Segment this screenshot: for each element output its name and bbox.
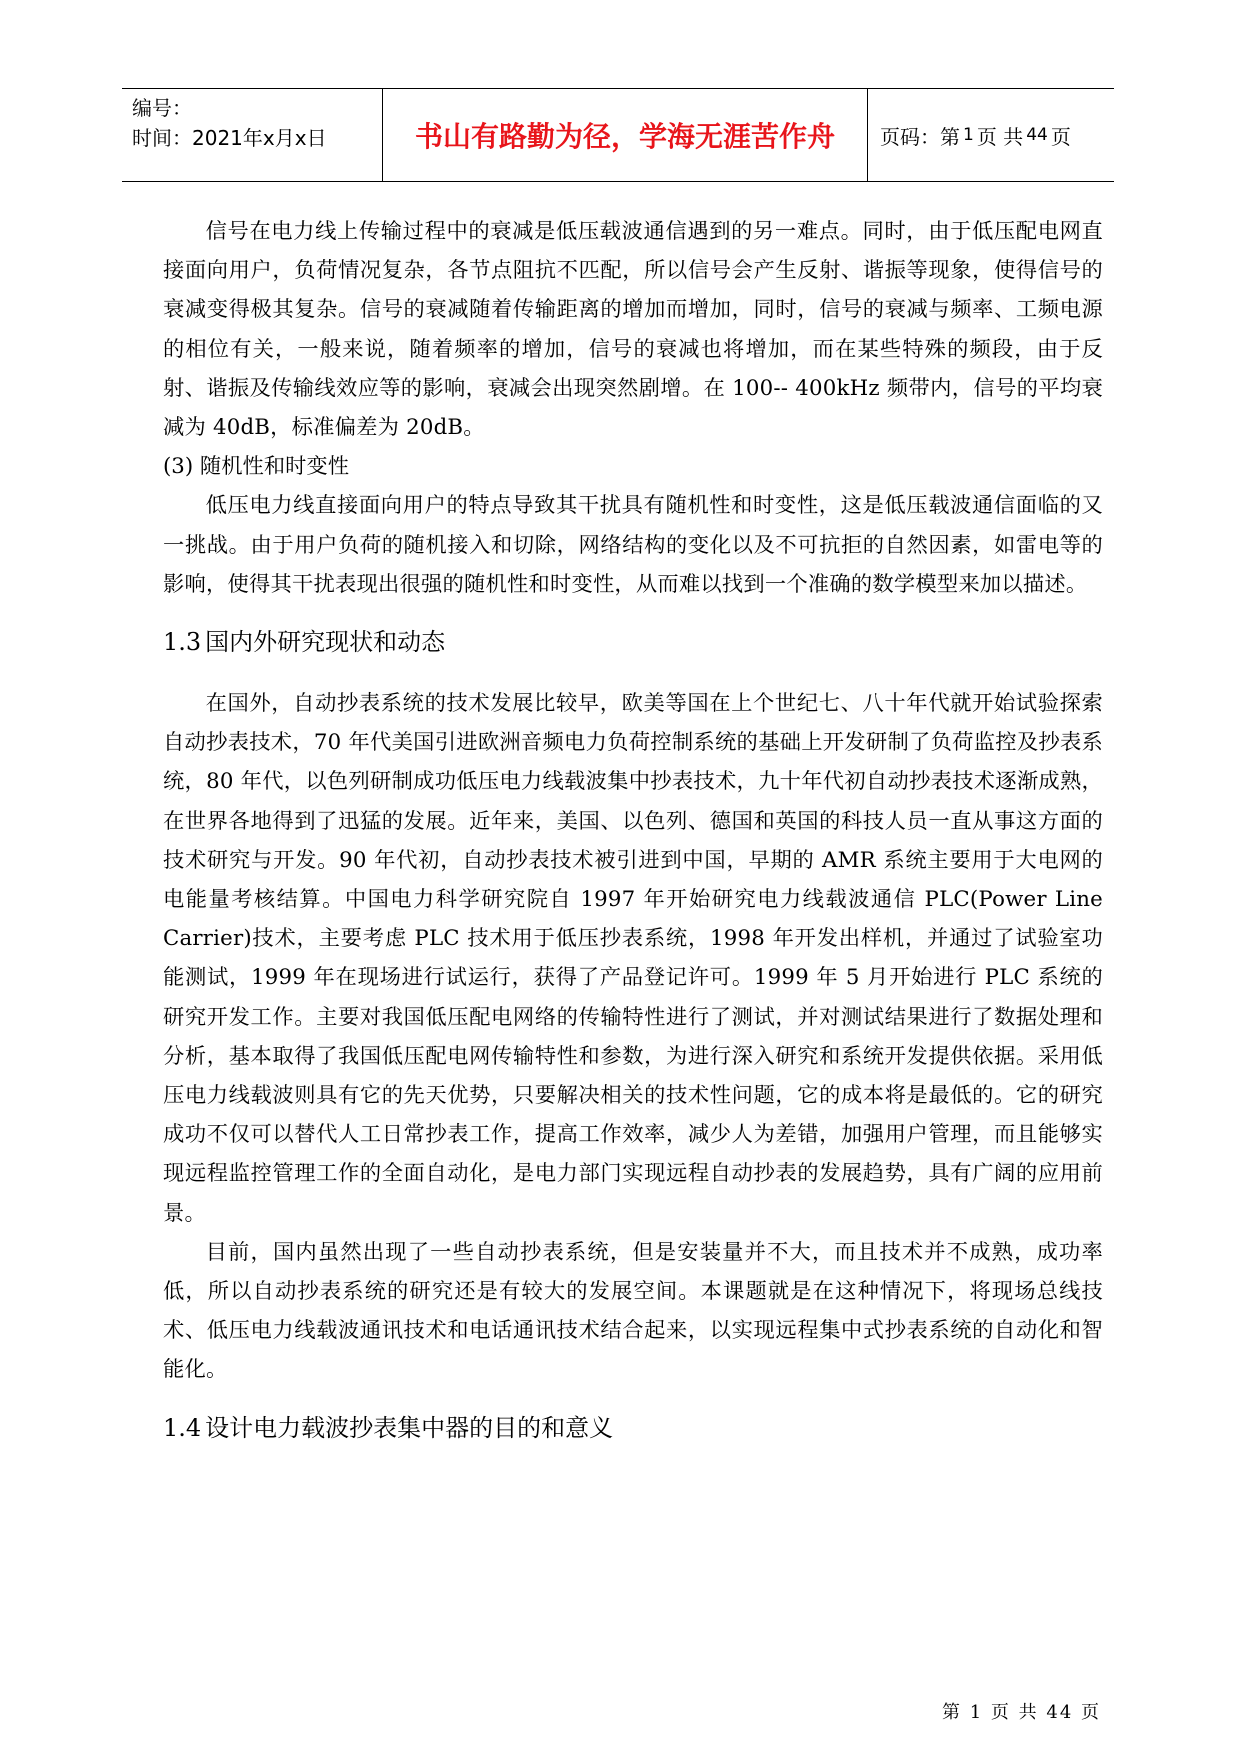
paragraph-domestic-status: 目前，国内虽然出现了一些自动抄表系统，但是安装量并不大，而且技术并不成熟，成功率低，所以自动抄表系统的研究还是有较大的发展空间。本课题就是在这种情况下，将现场总线技术、低压电力线载波通讯技术和电话通讯技术结合起来，以实现远程集中式抄表系统的自动化和智能化。 [163,1239,1103,1383]
page-prefix: 页码：第 [880,124,960,149]
section-title: 设计电力载波抄表集中器的目的和意义 [205,1413,614,1442]
page-footer: 第 1 页 共 44 页 [942,1702,1101,1723]
document-time-label: 时间：2021年x月x日 [132,126,327,150]
paragraph-randomness: 低压电力线直接面向用户的特点导致其干扰具有随机性和时变性，这是低压载波通信面临的又一挑战。由于用户负荷的随机接入和切除，网络结构的变化以及不可抗拒的自然因素，如雷电等的影响，使得其干扰表现出很强的随机性和时变性，从而难以找到一个准确的数学模型来加以描述。 [163,493,1103,597]
section-title: 国内外研究现状和动态 [205,628,446,657]
document-number-label: 编号： [132,96,192,120]
header-motto-cell [382,89,868,181]
header-info-cell [122,89,382,181]
section-number: 1.4 [163,1413,202,1442]
paragraph-foreign-research: 在国外，自动抄表系统的技术发展比较早，欧美等国在上个世纪七、八十年代就开始试验探索自动抄表技术，70 年代美国引进欧洲音频电力负荷控制系统的基础上开发研制了负荷监控及抄表系统，80 年代，以色列研制成功低压电力线载波集中抄表技术，九十年代初自动抄表技术逐渐成熟，在世界各地得到了迅猛的发展。近年来，美国、以色列、德国和英国的科技人员一直从事这方面的技术研究与开发。90 年代初，自动抄表技术被引进到中国，早期的 AMR 系统主要用于大电网的电能量考核结算。中国电力科学研究院自 1997 年开始研究电力线载波通信 PLC(Power Line Carrier)技术，主要考虑 PLC 技术用于低压抄表系统，1998 年开发出样机，并通过了试验室功能测试，1999 年在现场进行试运行，获得了产品登记许可。1999 年 5 月开始进行 PLC 系统的研究开发工作。主要对我国低压配电网络的传输特性进行了测试，并对测试结果进行了数据处理和分析，基本取得了我国低压配电网传输特性和参数，为进行深入研究和系统开发提供依据。采用低压电力线载波则具有它的先天优势，只要解决相关的技术性问题，它的成本将是最低的。它的研究成功不仅可以替代人工日常抄表工作，提高工作效率，减少人为差错，加强用户管理，而且能够实现远程监控管理工作的全面自动化，是电力部门实现远程自动抄表的发展趋势，具有广阔的应用前景。 [163,691,1103,1226]
paragraph-attenuation: 信号在电力线上传输过程中的衰减是低压载波通信遇到的另一难点。同时，由于低压配电网直接面向用户，负荷情况复杂，各节点阻抗不匹配，所以信号会产生反射、谐振等现象，使得信号的衰减变得极其复杂。信号的衰减随着传输距离的增加而增加，同时，信号的衰减与频率、工频电源的相位有关，一般来说，随着频率的增加，信号的衰减也将增加，而在某些特殊的频段，由于反射、谐振及传输线效应等的影响，衰减会出现突然剧增。在 100-- 400kHz 频带内，信号的平均衰减为 40dB，标准偏差为 20dB。 [163,219,1103,441]
header-page-cell [868,89,1114,181]
document-body [163,212,1103,1470]
section-number: 1.3 [163,628,202,657]
page-suffix: 页 [1050,124,1071,149]
subheading-randomness: (3) 随机性和时变性 [163,454,350,480]
section-heading-1-3 [163,622,1103,662]
page-number: 1 [963,125,974,145]
page-mid: 页 共 [976,124,1024,149]
section-heading-1-4 [163,1408,1103,1448]
page-header [122,88,1114,182]
page-total: 44 [1026,125,1048,145]
header-motto: 书山有路勤为径，学海无涯苦作舟 [414,120,835,153]
